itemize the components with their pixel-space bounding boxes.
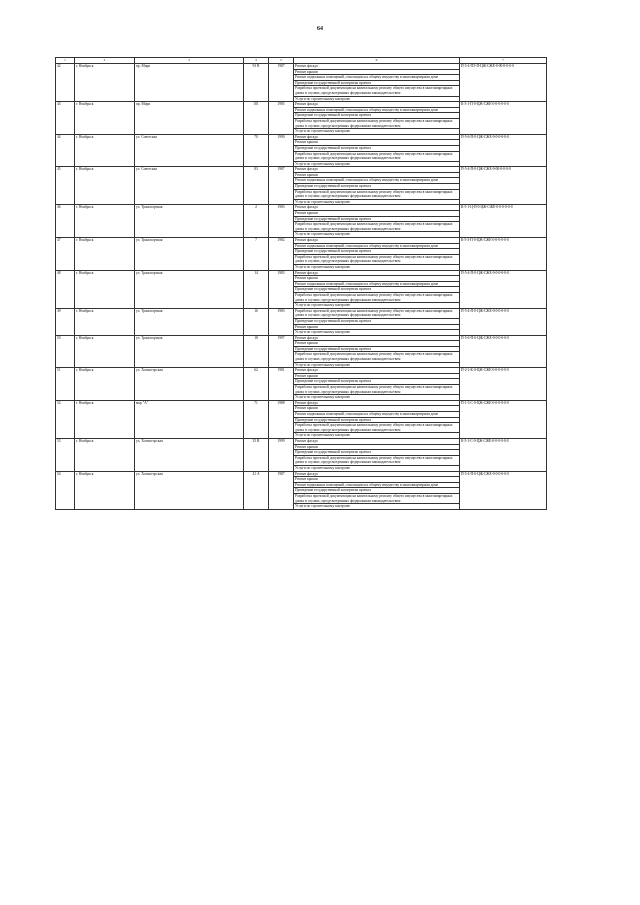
work-type-cell: Проведение государственной экспертизы проекта (294, 287, 460, 293)
code-cell: П-5-4-П-0-ЦЖ-СЖЕ-0-0-0-0-0-0 (460, 471, 547, 509)
house-number-cell: 71 (244, 400, 269, 438)
work-type-cell: Услуги по строительному контролю (294, 330, 460, 336)
code-cell: П-1-3-С-0-ЦЖ-СЖЕ-0-0-0-0-0-0 (460, 400, 547, 438)
city-cell: г. Ноябрьск (75, 205, 135, 238)
table-row (56, 335, 547, 341)
work-type-cell: Услуги по строительному контролю (294, 433, 460, 439)
work-type-cell: Разработка проектной документации на капитальному ремонту общего имущества в многоквартирных домах в случаях, предусмотренных федеральным законодательством (294, 151, 460, 161)
work-type-cell: Ремонт фасада (294, 471, 460, 477)
year-cell: 1990 (269, 134, 294, 167)
year-cell: 1983 (269, 205, 294, 238)
work-type-cell: Ремонт фасада (294, 238, 460, 244)
street-cell: ул. Холмогорская (135, 368, 244, 401)
table-row (56, 167, 547, 173)
street-cell: ул. Советская (135, 167, 244, 205)
work-type-cell: Разработка проектной документации на капитальному ремонту общего имущества в многоквартирных домах в случаях, предусмотренных федеральным законодательством (294, 493, 460, 503)
work-type-cell: Ремонт подвальных помещений, относящихся к общему имуществу в многоквартирном доме (294, 178, 460, 184)
work-type-cell: Ремонт подвальных помещений, относящихся к общему имуществу в многоквартирном доме (294, 482, 460, 488)
city-cell: г. Ноябрьск (75, 400, 135, 438)
work-type-cell: Проведение государственной экспертизы проекта (294, 184, 460, 190)
work-type-cell: Ремонт крыши (294, 477, 460, 483)
table-row (56, 368, 547, 374)
street-cell: ул. Советская (135, 134, 244, 167)
city-cell: г. Ноябрьск (75, 308, 135, 335)
work-type-cell: Услуги по строительному контролю (294, 264, 460, 270)
street-cell: ул. Транспортная (135, 205, 244, 238)
year-cell: 1987 (269, 167, 294, 205)
work-type-cell: Проведение государственной экспертизы проекта (294, 249, 460, 255)
code-cell: К-5-1-С-0-ЦЖ-СЖЕ-0-0-0-0-0-0 (460, 438, 547, 471)
work-type-cell: Ремонт подвальных помещений, относящихся к общему имуществу в многоквартирном доме (294, 243, 460, 249)
work-type-cell: Ремонт фасада (294, 205, 460, 211)
code-cell: П-5-4-П-0-ЦЖ-СЖЕ-0-0-0-0-0-0 (460, 270, 547, 308)
work-type-cell: Проведение государственной экспертизы проекта (294, 113, 460, 119)
city-cell: г. Ноябрьск (75, 102, 135, 135)
work-type-cell: Проведение государственной экспертизы проекта (294, 417, 460, 423)
work-type-cell: Ремонт крыши (294, 341, 460, 347)
row-number: 49 (56, 308, 75, 335)
work-type-cell: Проведение государственной экспертизы проекта (294, 346, 460, 352)
row-number: 47 (56, 238, 75, 271)
work-type-cell: Проведение государственной экспертизы проекта (294, 318, 460, 324)
work-type-cell: Ремонт подвальных помещений, относящихся к общему имуществу в многоквартирном доме (294, 281, 460, 287)
year-cell: 1997 (269, 335, 294, 368)
work-type-cell: Ремонт фасада (294, 335, 460, 341)
code-cell: П-5-6-П-0-ЦЖ-СЖЕ-0-0-0-0-0-0 (460, 134, 547, 167)
work-type-cell: Ремонт крыши (294, 276, 460, 282)
work-type-cell: Разработка проектной документации на капитальному ремонту общего имущества в многоквартирных домах в случаях, предусмотренных федеральным законодательством (294, 86, 460, 96)
row-number: 46 (56, 205, 75, 238)
street-cell: ул. Транспортная (135, 308, 244, 335)
row-number: 48 (56, 270, 75, 308)
house-number-cell: 16 (244, 308, 269, 335)
house-number-cell: 18 (244, 335, 269, 368)
street-cell: пр. Мира (135, 102, 244, 135)
table-row (56, 238, 547, 244)
work-type-cell: Услуги по строительному контролю (294, 303, 460, 309)
work-type-cell: Ремонт фасада (294, 64, 460, 70)
work-type-cell: Ремонт крыши (294, 444, 460, 450)
code-cell: П-5-6-П-0-ЦЖ-СЖЕ-0-0-0-0-0-0 (460, 335, 547, 368)
header-cell: 3 (135, 58, 244, 64)
row-number: 43 (56, 102, 75, 135)
code-cell: К-5-3-П-0-ЦЖ-СЖЕ-0-0-0-0-0-0 (460, 238, 547, 271)
street-cell: ул. Холмогорская (135, 438, 244, 471)
code-cell: П-5-4-П-0-ЦЖ-СЖЕ-0-0-0-0-0-0 (460, 308, 547, 335)
city-cell: г. Ноябрьск (75, 368, 135, 401)
city-cell: г. Ноябрьск (75, 335, 135, 368)
code-cell: П-2-2-К-0-ЦЖ-СЖЕ-0-0-0-0-0-0 (460, 368, 547, 401)
year-cell: 1999 (269, 438, 294, 471)
work-type-cell: Проведение государственной экспертизы проекта (294, 145, 460, 151)
year-cell: 1983 (269, 308, 294, 335)
house-number-cell: 7 (244, 238, 269, 271)
city-cell: г. Ноябрьск (75, 471, 135, 509)
header-cell: 1 (56, 58, 75, 64)
code-cell: П-5-4-П-0-ЦЖ-СЖЕ-0-00-0-0-0-0 (460, 167, 547, 205)
work-type-cell: Разработка проектной документации на капитальному ремонту общего имущества в многоквартирных домах в случаях, предусмотренных федеральным законодательством (294, 423, 460, 433)
row-number: 53 (56, 438, 75, 471)
work-type-cell: Ремонт фасада (294, 167, 460, 173)
work-type-cell: Ремонт фасада (294, 270, 460, 276)
work-type-cell: Разработка проектной документации на капитальному ремонту общего имущества в многоквартирных домах в случаях, предусмотренных федеральным законодательством (294, 385, 460, 395)
street-cell: ул. Холмогорская (135, 471, 244, 509)
work-type-cell: Разработка проектной документации на капитальному ремонту общего имущества в многоквартирных домах в случаях, предусмотренных федеральным законодательством (294, 254, 460, 264)
street-cell: мкр "А" (135, 400, 244, 438)
work-type-cell: Проведение государственной экспертизы проекта (294, 216, 460, 222)
work-type-cell: Проведение государственной экспертизы проекта (294, 379, 460, 385)
work-type-cell: Ремонт крыши (294, 211, 460, 217)
work-type-cell: Ремонт крыши (294, 140, 460, 146)
city-cell: г. Ноябрьск (75, 438, 135, 471)
row-number: 52 (56, 400, 75, 438)
row-number: 42 (56, 64, 75, 102)
work-type-cell: Разработка проектной документации на капитальному ремонту общего имущества в многоквартирных домах в случаях, предусмотренных федеральным законодательством (294, 118, 460, 128)
work-type-cell: Ремонт крыши (294, 69, 460, 75)
work-type-cell: Разработка проектной документации на капитальному ремонту общего имущества в многоквартирных домах в случаях, предусмотренных федеральным законодательством (294, 292, 460, 302)
work-type-cell: Разработка проектной документации на капитальному ремонту общего имущества в многоквартирных домах в случаях, предусмотренных федеральным законодательством (294, 222, 460, 232)
table-row (56, 400, 547, 406)
work-type-cell: Разработка проектной документации на капитальному ремонту общего имущества в многоквартирных домах в случаях, предусмотренных федеральным законодательством (294, 308, 460, 318)
code-cell: К-5-1-Ц-П-0-ЦЖ-СЖЕ-0-0-0-0-0-0 (460, 205, 547, 238)
work-type-cell: Услуги по строительному контролю (294, 199, 460, 205)
table-row (56, 64, 547, 70)
house-number-cell: 101 (244, 102, 269, 135)
work-type-cell: Ремонт подвальных помещений, относящихся к общему имуществу в многоквартирном доме (294, 75, 460, 81)
code-cell: К-3-1-П-0-ЦЖ-СЖЕ-0-0-0-0-0-0 (460, 102, 547, 135)
city-cell: г. Ноябрьск (75, 64, 135, 102)
house-number-cell: 41 А (244, 471, 269, 509)
year-cell: 1988 (269, 400, 294, 438)
house-number-cell: 35 В (244, 438, 269, 471)
house-number-cell: 2 (244, 205, 269, 238)
work-type-cell: Ремонт фасада (294, 134, 460, 140)
year-cell: 1983 (269, 270, 294, 308)
work-type-cell: Проведение государственной экспертизы проекта (294, 488, 460, 494)
house-number-cell: 70 (244, 134, 269, 167)
table-row (56, 270, 547, 276)
row-number: 45 (56, 167, 75, 205)
row-number: 51 (56, 368, 75, 401)
city-cell: г. Ноябрьск (75, 270, 135, 308)
header-cell: 4 (244, 58, 269, 64)
year-cell: 1987 (269, 471, 294, 509)
work-type-cell: Ремонт фасада (294, 102, 460, 108)
work-type-cell: Ремонт крыши (294, 172, 460, 178)
table-body (56, 64, 547, 510)
work-type-cell: Проведение государственной экспертизы проекта (294, 450, 460, 456)
work-type-cell: Ремонт фасада (294, 438, 460, 444)
table-row (56, 205, 547, 211)
work-type-cell: Ремонт крыши (294, 373, 460, 379)
table-row (56, 102, 547, 108)
house-number-cell: 62 (244, 368, 269, 401)
table-row (56, 471, 547, 477)
page-number: 64 (317, 26, 323, 32)
work-type-cell: Ремонт подвальных помещений, относящихся к общему имуществу в многоквартирном доме (294, 107, 460, 113)
year-cell: 1987 (269, 64, 294, 102)
street-cell: ул. Транспортная (135, 270, 244, 308)
work-type-cell: Проведение государственной экспертизы проекта (294, 80, 460, 86)
work-type-cell: Услуги по строительному контролю (294, 395, 460, 401)
work-type-cell: Разработка проектной документации на капитальному ремонту общего имущества в многоквартирных домах в случаях, предусмотренных федеральным законодательством (294, 352, 460, 362)
row-number: 54 (56, 471, 75, 509)
street-cell: ул. Транспортная (135, 238, 244, 271)
year-cell: 1982 (269, 238, 294, 271)
work-type-cell: Ремонт фасада (294, 400, 460, 406)
year-cell: 1985 (269, 102, 294, 135)
house-number-cell: 14 (244, 270, 269, 308)
work-type-cell: Ремонт крыши (294, 324, 460, 330)
street-cell: ул. Транспортная (135, 335, 244, 368)
work-type-cell: Услуги по строительному контролю (294, 129, 460, 135)
header-cell: 5 (269, 58, 294, 64)
code-cell: П-5-4-ПЭ-П-ЦЖ-СЖЕ-0-00-0-0-0-0 (460, 64, 547, 102)
house-number-cell: 93 В (244, 64, 269, 102)
work-type-cell: Услуги по строительному контролю (294, 161, 460, 167)
street-cell: пр. Мира (135, 64, 244, 102)
row-number: 44 (56, 134, 75, 167)
header-cell: 2 (75, 58, 135, 64)
header-cell: 7 (460, 58, 547, 64)
work-type-cell: Ремонт фасада (294, 368, 460, 374)
work-type-cell: Услуги по строительному контролю (294, 362, 460, 368)
row-number: 50 (56, 335, 75, 368)
work-type-cell: Услуги по строительному контролю (294, 504, 460, 510)
table-row (56, 134, 547, 140)
repair-table (55, 57, 547, 510)
header-cell: 6 (294, 58, 460, 64)
work-type-cell: Разработка проектной документации на капитальному ремонту общего имущества в многоквартирных домах в случаях, предусмотренных федеральным законодательством (294, 189, 460, 199)
work-type-cell: Услуги по строительному контролю (294, 96, 460, 102)
work-type-cell: Услуги по строительному контролю (294, 232, 460, 238)
table-row (56, 438, 547, 444)
city-cell: г. Ноябрьск (75, 134, 135, 167)
table-row (56, 308, 547, 318)
work-type-cell: Ремонт крыши (294, 406, 460, 412)
city-cell: г. Ноябрьск (75, 167, 135, 205)
work-type-cell: Ремонт подвальных помещений, относящихся к общему имуществу в многоквартирном доме (294, 412, 460, 418)
work-type-cell: Услуги по строительному контролю (294, 465, 460, 471)
work-type-cell: Разработка проектной документации на капитальному ремонту общего имущества в многоквартирных домах в случаях, предусмотренных федеральным законодательством (294, 455, 460, 465)
city-cell: г. Ноябрьск (75, 238, 135, 271)
year-cell: 1981 (269, 368, 294, 401)
house-number-cell: 83 (244, 167, 269, 205)
